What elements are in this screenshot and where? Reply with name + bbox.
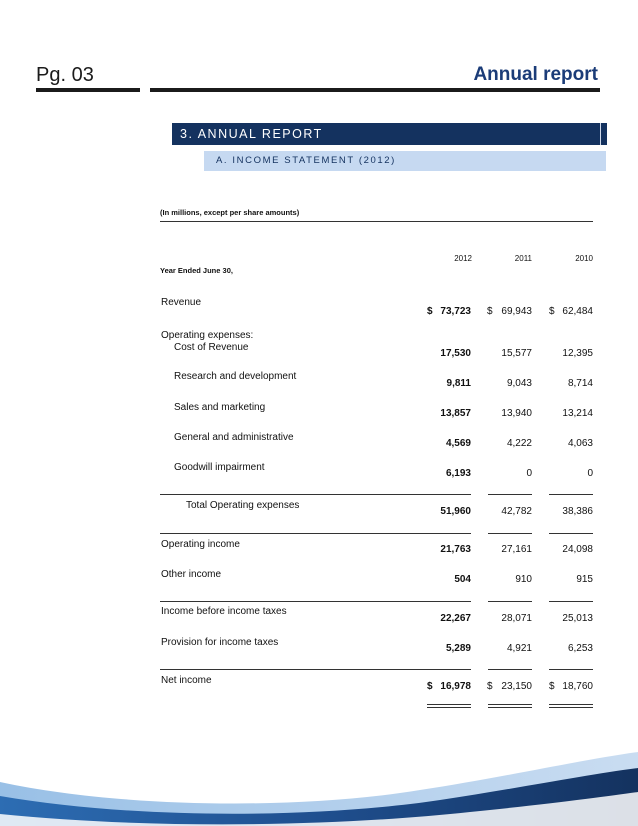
report-title: Annual report xyxy=(473,64,598,85)
double-underline-2011 xyxy=(488,704,532,708)
sales-label: Sales and marketing xyxy=(174,402,266,413)
cost-of-revenue-2010: 12,395 xyxy=(562,348,593,359)
subsection-title-bar: A. INCOME STATEMENT (2012) xyxy=(204,151,606,171)
year-header-2012: 2012 xyxy=(454,254,472,263)
other-income-2010: 915 xyxy=(576,574,593,585)
research-label: Research and development xyxy=(174,371,297,382)
net-income-2010: 18,760 xyxy=(562,681,593,692)
net-rule-2011 xyxy=(488,669,532,670)
section-bar-edge xyxy=(600,123,607,145)
research-2012: 9,811 xyxy=(446,378,471,389)
currency-symbol: $ xyxy=(487,306,493,317)
total-opex-2010: 38,386 xyxy=(562,506,593,517)
general-admin-2011: 4,222 xyxy=(506,438,532,449)
opinc-rule-2012 xyxy=(160,533,471,534)
sales-2010: 13,214 xyxy=(562,408,593,419)
provision-label: Provision for income taxes xyxy=(161,637,279,648)
income-before-taxes-2010: 25,013 xyxy=(562,613,593,624)
units-note: (In millions, except per share amounts) xyxy=(160,208,300,217)
header-rule-left xyxy=(36,88,140,92)
income-before-taxes-2011: 28,071 xyxy=(501,613,532,624)
other-income-2011: 910 xyxy=(515,574,532,585)
double-underline-2010 xyxy=(549,704,593,708)
currency-symbol: $ xyxy=(549,306,555,317)
total-rule-2010 xyxy=(549,494,593,495)
year-header-2010: 2010 xyxy=(575,254,593,263)
research-2011: 9,043 xyxy=(506,378,532,389)
net-rule-2010 xyxy=(549,669,593,670)
other-income-2012: 504 xyxy=(454,574,471,585)
goodwill-2010: 0 xyxy=(587,468,593,479)
operating-income-label: Operating income xyxy=(161,539,240,550)
pretax-rule-2011 xyxy=(488,601,532,602)
income-before-taxes-2012: 22,267 xyxy=(440,613,471,624)
revenue-label: Revenue xyxy=(161,297,202,308)
general-admin-2010: 4,063 xyxy=(567,438,593,449)
cost-of-revenue-2012: 17,530 xyxy=(440,348,471,359)
sales-2012: 13,857 xyxy=(440,408,471,419)
units-rule xyxy=(160,221,593,222)
currency-symbol: $ xyxy=(427,306,433,317)
pretax-rule-2012 xyxy=(160,601,471,602)
opinc-rule-2010 xyxy=(549,533,593,534)
opinc-rule-2011 xyxy=(488,533,532,534)
currency-symbol: $ xyxy=(549,681,555,692)
general-admin-2012: 4,569 xyxy=(445,438,471,449)
currency-symbol: $ xyxy=(427,681,433,692)
total-rule-2011 xyxy=(488,494,532,495)
revenue-2011: 69,943 xyxy=(501,306,532,317)
provision-2012: 5,289 xyxy=(445,643,471,654)
footer-wave-graphic xyxy=(0,738,638,826)
goodwill-2012: 6,193 xyxy=(445,468,471,479)
year-header-2011: 2011 xyxy=(514,254,532,263)
total-opex-2012: 51,960 xyxy=(440,506,471,517)
sales-2011: 13,940 xyxy=(501,408,532,419)
cost-of-revenue-2011: 15,577 xyxy=(501,348,532,359)
provision-2010: 6,253 xyxy=(567,643,593,654)
general-admin-label: General and administrative xyxy=(174,432,294,443)
section-title-bar: 3. ANNUAL REPORT xyxy=(172,123,606,145)
revenue-2010: 62,484 xyxy=(562,306,593,317)
operating-income-2012: 21,763 xyxy=(440,544,471,555)
pretax-rule-2010 xyxy=(549,601,593,602)
research-2010: 8,714 xyxy=(567,378,593,389)
total-opex-2011: 42,782 xyxy=(501,506,532,517)
year-ended-label: Year Ended June 30, xyxy=(160,266,233,275)
goodwill-2011: 0 xyxy=(526,468,532,479)
net-income-2012: 16,978 xyxy=(440,681,471,692)
net-income-2011: 23,150 xyxy=(501,681,532,692)
revenue-2012: 73,723 xyxy=(440,306,471,317)
header-rule-right xyxy=(150,88,600,92)
goodwill-label: Goodwill impairment xyxy=(174,462,265,473)
net-rule-2012 xyxy=(160,669,471,670)
total-opex-label: Total Operating expenses xyxy=(186,500,300,511)
operating-expenses-heading: Operating expenses: xyxy=(161,330,254,341)
net-income-label: Net income xyxy=(161,675,212,686)
double-underline-2012 xyxy=(427,704,471,708)
operating-income-2011: 27,161 xyxy=(501,544,532,555)
cost-of-revenue-label: Cost of Revenue xyxy=(174,342,249,353)
provision-2011: 4,921 xyxy=(506,643,532,654)
other-income-label: Other income xyxy=(161,569,222,580)
page-number: Pg. 03 xyxy=(36,64,94,86)
income-before-taxes-label: Income before income taxes xyxy=(161,606,287,617)
currency-symbol: $ xyxy=(487,681,493,692)
total-rule-2012 xyxy=(160,494,471,495)
operating-income-2010: 24,098 xyxy=(562,544,593,555)
